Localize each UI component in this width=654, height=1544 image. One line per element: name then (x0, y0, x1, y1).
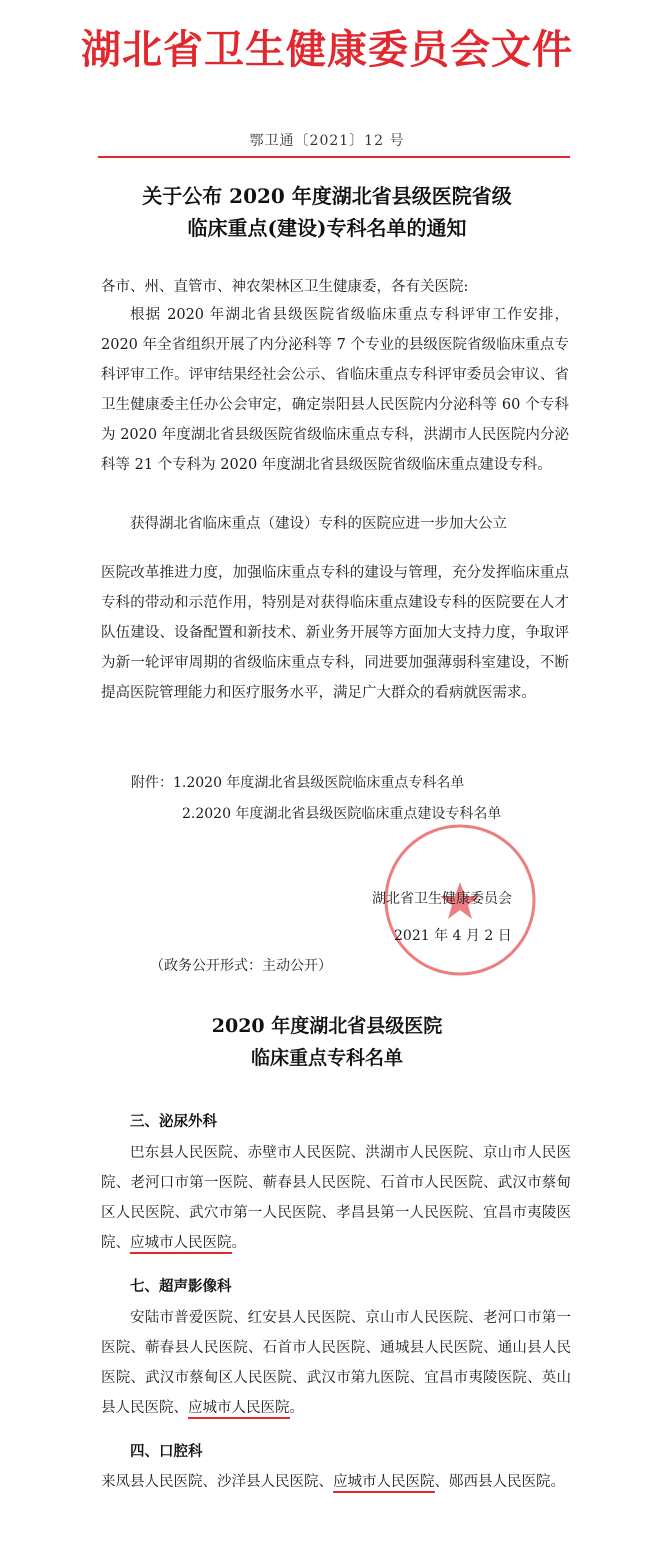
notice-title-line: 关于公布 2020 年度湖北省县级医院省级 (142, 184, 512, 208)
hospital-list: 安陆市普爱医院、红安县人民医院、京山市人民医院、老河口市第一医院、蕲春县人民医院、石首市人民医院、通城县人民医院、通山县人民医院、武汉市蔡甸区人民医院、武汉市第九医院、宜昌市夷陵医院、英山县人民医院、应城市人民医院。 (101, 1303, 571, 1423)
attachment-item: 2.2020 年度湖北省县级医院临床重点建设专科名单 (182, 806, 502, 822)
list-title-line: 临床重点专科名单 (250, 1047, 403, 1069)
hospital-list: 来凤县人民医院、沙洋县人民医院、应城市人民医院、郧西县人民医院。 (101, 1467, 571, 1497)
issuer-name: 湖北省卫生健康委员会 (372, 891, 512, 907)
salutation: 各市、州、直管市、神农架林区卫生健康委，各有关医院: (101, 279, 469, 295)
highlighted-hospital: 应城市人民医院 (188, 1400, 290, 1419)
disclosure-note: （政务公开形式：主动公开） (150, 958, 332, 974)
highlighted-hospital: 应城市人民医院 (130, 1235, 232, 1254)
section-heading: 四、口腔科 (130, 1443, 203, 1460)
document-number: 鄂卫通〔2021〕12 号 (249, 133, 405, 149)
highlighted-hospital: 应城市人民医院 (333, 1474, 435, 1493)
notice-title-line: 临床重点(建设)专科名单的通知 (187, 216, 467, 240)
masthead-title: 湖北省卫生健康委员会文件 (81, 27, 573, 73)
list-title-line: 2020 年度湖北省县级医院 (211, 1015, 443, 1037)
body-paragraph: 医院改革推进力度，加强临床重点专科的建设与管理，充分发挥临床重点专科的带动和示范作用，特别是对获得临床重点建设专科的医院要在人才队伍建设、设备配置和新技术、新业务开展等方面加大支持力度，争取评为新一轮评审周期的省级临床重点专科，同进要加强薄弱科室建设，不断提高医院管理能力和医疗服务水平，满足广大群众的看病就医需求。 (101, 565, 569, 701)
red-divider (98, 156, 570, 158)
body-paragraph: 获得湖北省临床重点（建设）专科的医院应进一步加大公立 (130, 516, 507, 532)
attachment-item: 附件：1.2020 年度湖北省县级医院临床重点专科名单 (131, 775, 465, 791)
hospital-list: 巴东县人民医院、赤壁市人民医院、洪湖市人民医院、京山市人民医院、老河口市第一医院、蕲春县人民医院、石首市人民医院、武汉市蔡甸区人民医院、武穴市第一人民医院、孝昌县第一人民医院、宜昌市夷陵医院、应城市人民医院。 (101, 1138, 571, 1258)
section-heading: 三、泌尿外科 (130, 1113, 217, 1130)
section-heading: 七、超声影像科 (130, 1278, 232, 1295)
list-title (0, 1010, 654, 1074)
issue-date: 2021 年 4 月 2 日 (394, 928, 512, 944)
body-paragraph: 根据 2020 年湖北省县级医院省级临床重点专科评审工作安排，2020 年全省组织开展了内分泌科等 7 个专业的县级医院省级临床重点专科评审工作。评审结果经社会公示、省临床重点专科评审委员会审议、省卫生健康委主任办公会审定，确定崇阳县人民医院内分泌科等 60 个专科为 2020 年度湖北省县级医院省级临床重点专科，洪湖市人民医院内分泌科等 21 个专科为 2020 年度湖北省县级医院省级临床重点建设专科。 (101, 307, 569, 473)
notice-title (0, 180, 654, 244)
